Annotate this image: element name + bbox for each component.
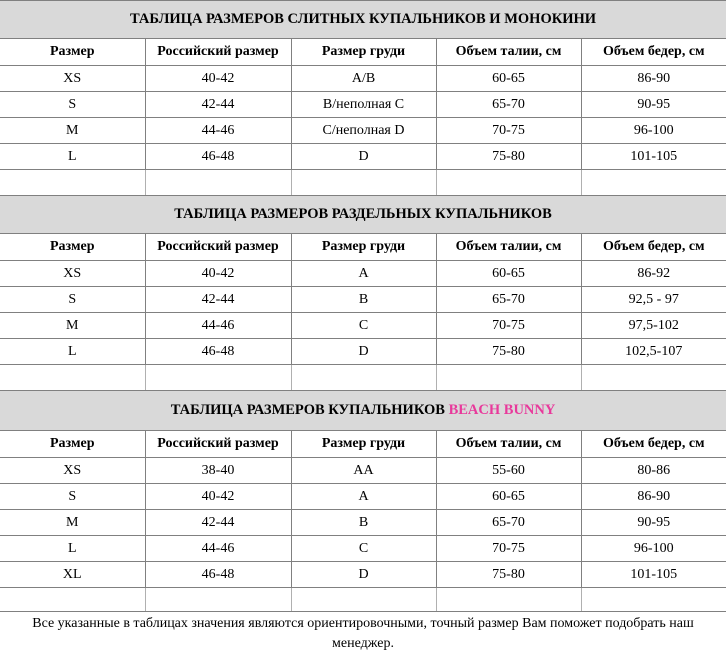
table-row xyxy=(0,562,726,588)
cell-russian-size: 46-48 xyxy=(145,562,291,588)
cell-size: S xyxy=(0,484,145,510)
cell-russian-size: 40-42 xyxy=(145,66,291,92)
cell-size: L xyxy=(0,339,145,365)
cell-waist: 75-80 xyxy=(436,339,581,365)
cell-bust-size: B xyxy=(291,510,436,536)
cell-size: M xyxy=(0,510,145,536)
cell-bust-size: D xyxy=(291,562,436,588)
cell-size: S xyxy=(0,287,145,313)
cell-waist: 75-80 xyxy=(436,144,581,170)
table-3-title-row xyxy=(0,391,726,431)
column-header-russian-size: Российский размер xyxy=(145,39,291,66)
cell-waist: 60-65 xyxy=(436,261,581,287)
table-row xyxy=(0,313,726,339)
footer-row xyxy=(0,612,726,656)
cell-hips: 97,5-102 xyxy=(581,313,726,339)
table-row xyxy=(0,66,726,92)
cell-russian-size: 40-42 xyxy=(145,261,291,287)
column-header-hips: Объем бедер, см xyxy=(581,39,726,66)
cell-hips: 92,5 - 97 xyxy=(581,287,726,313)
column-header-russian-size: Российский размер xyxy=(145,234,291,261)
cell-waist: 60-65 xyxy=(436,484,581,510)
cell-size: M xyxy=(0,313,145,339)
column-header-size: Размер xyxy=(0,234,145,261)
table-1-header-row xyxy=(0,39,726,66)
table-row xyxy=(0,92,726,118)
cell-hips: 90-95 xyxy=(581,510,726,536)
cell-hips: 102,5-107 xyxy=(581,339,726,365)
cell-waist: 65-70 xyxy=(436,92,581,118)
cell-waist: 55-60 xyxy=(436,458,581,484)
table-3-title-text: ТАБЛИЦА РАЗМЕРОВ КУПАЛЬНИКОВ xyxy=(170,402,445,418)
cell-russian-size: 44-46 xyxy=(145,313,291,339)
table-3-title xyxy=(0,391,726,431)
cell-russian-size: 38-40 xyxy=(145,458,291,484)
cell-waist: 70-75 xyxy=(436,118,581,144)
table-1-title-row xyxy=(0,1,726,39)
column-header-bust-size: Размер груди xyxy=(291,234,436,261)
spacer-row xyxy=(0,365,726,391)
cell-waist: 65-70 xyxy=(436,287,581,313)
cell-size: XL xyxy=(0,562,145,588)
cell-hips: 80-86 xyxy=(581,458,726,484)
column-header-waist: Объем талии, см xyxy=(436,234,581,261)
table-row xyxy=(0,261,726,287)
cell-size: L xyxy=(0,144,145,170)
cell-russian-size: 44-46 xyxy=(145,118,291,144)
cell-bust-size: B xyxy=(291,287,436,313)
cell-waist: 75-80 xyxy=(436,562,581,588)
cell-hips: 96-100 xyxy=(581,118,726,144)
brand-name: BEACH BUNNY xyxy=(448,402,556,418)
table-1-title: ТАБЛИЦА РАЗМЕРОВ СЛИТНЫХ КУПАЛЬНИКОВ И МОНОКИНИ xyxy=(0,1,726,39)
column-header-waist: Объем талии, см xyxy=(436,431,581,458)
cell-hips: 86-90 xyxy=(581,484,726,510)
spacer-row xyxy=(0,588,726,612)
cell-russian-size: 42-44 xyxy=(145,287,291,313)
column-header-hips: Объем бедер, см xyxy=(581,431,726,458)
table-2-title: ТАБЛИЦА РАЗМЕРОВ РАЗДЕЛЬНЫХ КУПАЛЬНИКОВ xyxy=(0,196,726,234)
cell-russian-size: 40-42 xyxy=(145,484,291,510)
cell-waist: 65-70 xyxy=(436,510,581,536)
cell-waist: 70-75 xyxy=(436,536,581,562)
table-2-header-row xyxy=(0,234,726,261)
cell-russian-size: 46-48 xyxy=(145,339,291,365)
cell-bust-size: D xyxy=(291,144,436,170)
cell-hips: 101-105 xyxy=(581,562,726,588)
cell-bust-size: C xyxy=(291,536,436,562)
table-row xyxy=(0,484,726,510)
table-row xyxy=(0,536,726,562)
column-header-size: Размер xyxy=(0,431,145,458)
cell-hips: 86-92 xyxy=(581,261,726,287)
cell-russian-size: 46-48 xyxy=(145,144,291,170)
cell-size: XS xyxy=(0,458,145,484)
table-row xyxy=(0,458,726,484)
cell-russian-size: 44-46 xyxy=(145,536,291,562)
table-row xyxy=(0,118,726,144)
cell-size: M xyxy=(0,118,145,144)
cell-bust-size: B/неполная C xyxy=(291,92,436,118)
cell-size: S xyxy=(0,92,145,118)
column-header-russian-size: Российский размер xyxy=(145,431,291,458)
table-2-title-row xyxy=(0,196,726,234)
table-row xyxy=(0,339,726,365)
cell-bust-size: A xyxy=(291,261,436,287)
table-row xyxy=(0,510,726,536)
table-row xyxy=(0,144,726,170)
table-3-header-row xyxy=(0,431,726,458)
cell-waist: 60-65 xyxy=(436,66,581,92)
column-header-waist: Объем талии, см xyxy=(436,39,581,66)
cell-bust-size: D xyxy=(291,339,436,365)
spacer-row xyxy=(0,170,726,196)
cell-hips: 90-95 xyxy=(581,92,726,118)
cell-russian-size: 42-44 xyxy=(145,510,291,536)
cell-russian-size: 42-44 xyxy=(145,92,291,118)
table-row xyxy=(0,287,726,313)
cell-bust-size: C xyxy=(291,313,436,339)
column-header-size: Размер xyxy=(0,39,145,66)
column-header-bust-size: Размер груди xyxy=(291,431,436,458)
cell-size: XS xyxy=(0,66,145,92)
column-header-bust-size: Размер груди xyxy=(291,39,436,66)
cell-waist: 70-75 xyxy=(436,313,581,339)
cell-hips: 101-105 xyxy=(581,144,726,170)
cell-hips: 86-90 xyxy=(581,66,726,92)
cell-size: XS xyxy=(0,261,145,287)
cell-hips: 96-100 xyxy=(581,536,726,562)
column-header-hips: Объем бедер, см xyxy=(581,234,726,261)
cell-size: L xyxy=(0,536,145,562)
cell-bust-size: A xyxy=(291,484,436,510)
cell-bust-size: A/B xyxy=(291,66,436,92)
cell-bust-size: AA xyxy=(291,458,436,484)
footer-note: Все указанные в таблицах значения являются ориентировочными, точный размер Вам поможет подобрать наш менеджер. xyxy=(32,615,694,651)
cell-bust-size: C/неполная D xyxy=(291,118,436,144)
